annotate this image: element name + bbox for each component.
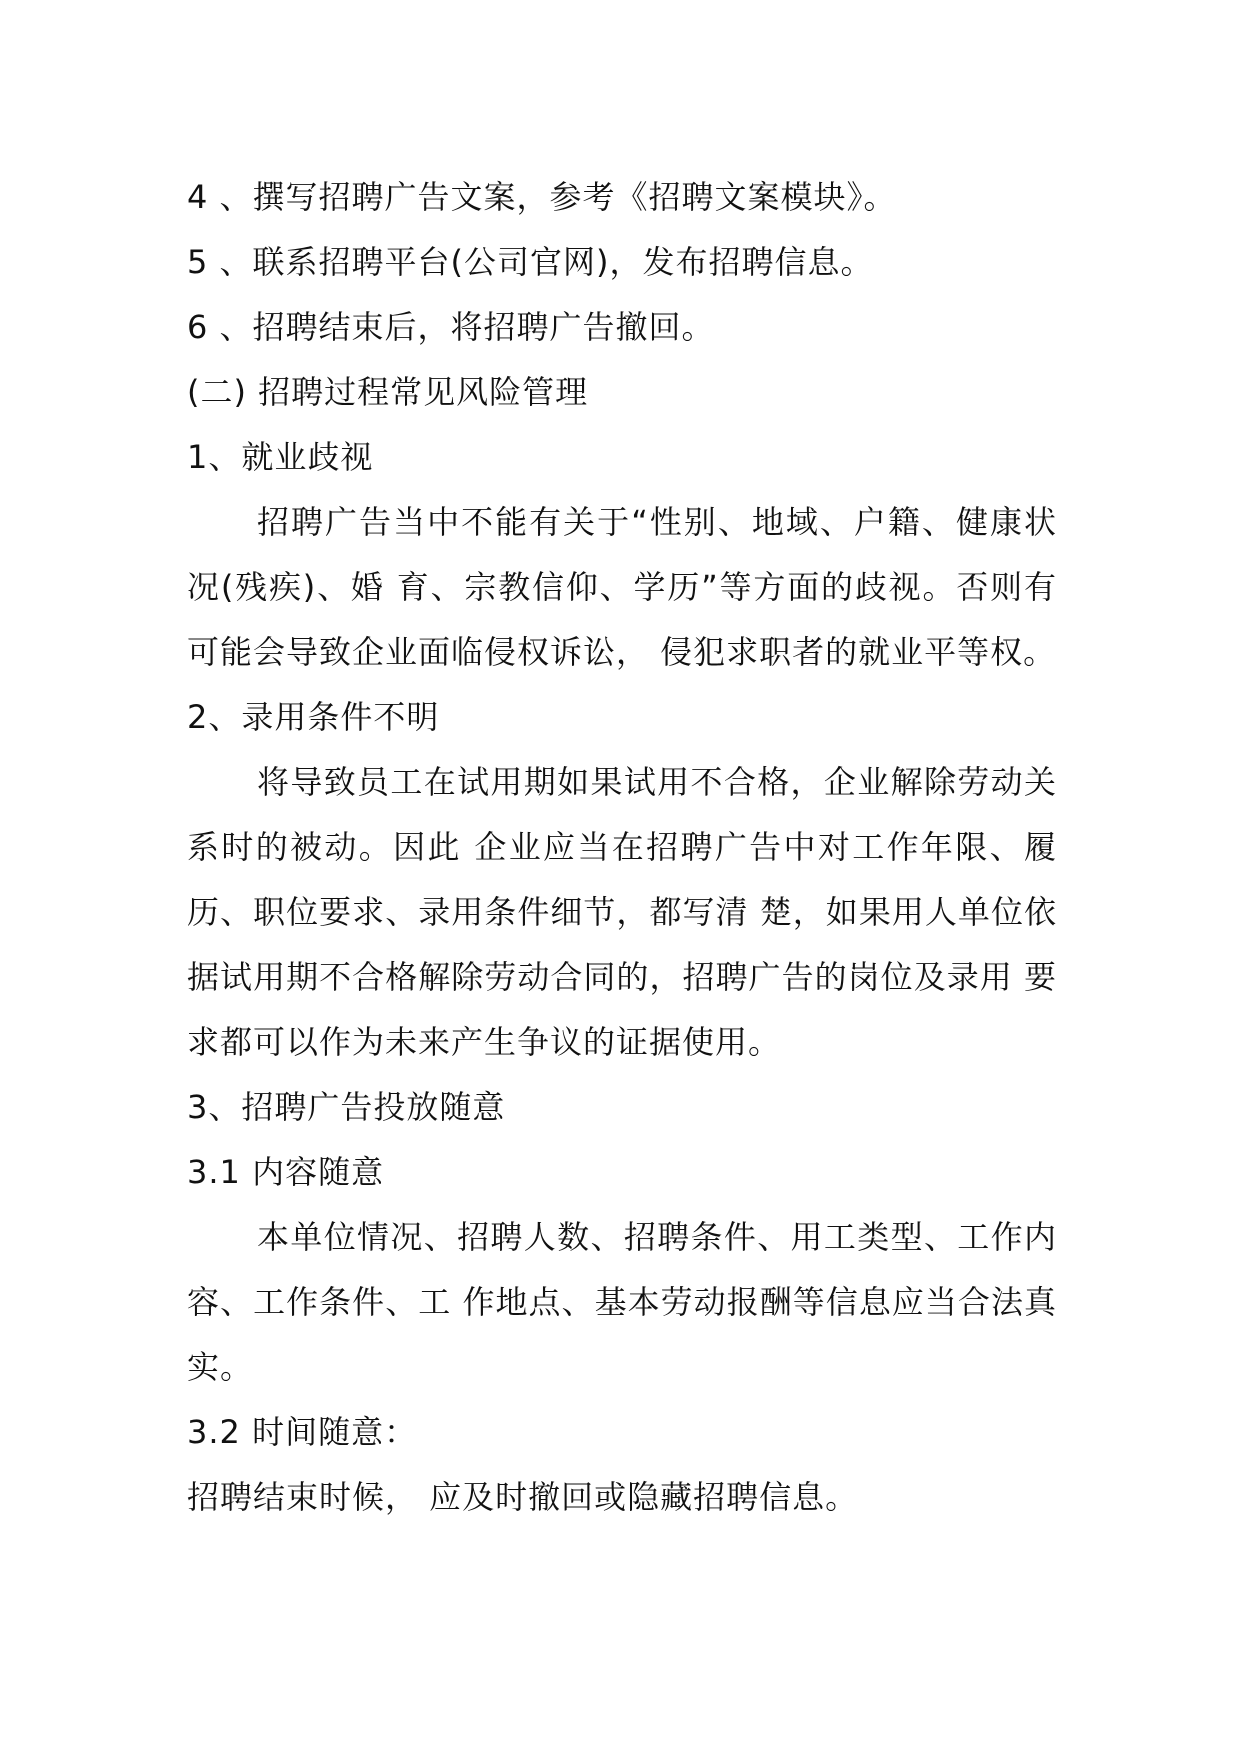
paragraph-discrimination: 招聘广告当中不能有关于“性别、地域、户籍、健康状况(残疾)、婚 育、宗教信仰、学历”等方面的歧视。否则有可能会导致企业面临侵权诉讼， 侵犯求职者的就业平等权。 <box>187 503 1057 671</box>
subheading-employment-discrimination: 1、就业歧视 <box>187 438 374 476</box>
paragraph-content: 本单位情况、招聘人数、招聘条件、用工类型、工作内容、工作条件、工 作地点、基本劳动报酬等信息应当合法真实。 <box>187 1218 1057 1386</box>
document-page <box>187 165 1057 1530</box>
section-heading: (二) 招聘过程常见风险管理 <box>187 373 589 411</box>
subheading-ad-placement: 3、招聘广告投放随意 <box>187 1088 506 1126</box>
step-5-line: 5 、联系招聘平台(公司官网)，发布招聘信息。 <box>187 243 874 281</box>
paragraph-unclear-conditions: 将导致员工在试用期如果试用不合格，企业解除劳动关系时的被动。因此 企业应当在招聘广告中对工作年限、履历、职位要求、录用条件细节，都写清 楚，如果用人单位依据试用期不合格解除劳动合同的，招聘广告的岗位及录用 要求都可以作为未来产生争议的证据使用。 <box>187 763 1057 1061</box>
subheading-timing: 3.2 时间随意： <box>187 1413 418 1451</box>
subheading-content: 3.1 内容随意 <box>187 1153 385 1191</box>
step-4-line: 4 、撰写招聘广告文案，参考《招聘文案模块》。 <box>187 178 897 216</box>
subheading-unclear-conditions: 2、录用条件不明 <box>187 698 440 736</box>
step-6-line: 6 、招聘结束后，将招聘广告撤回。 <box>187 308 715 346</box>
timing-line: 招聘结束时候， 应及时撤回或隐藏招聘信息。 <box>187 1478 859 1516</box>
